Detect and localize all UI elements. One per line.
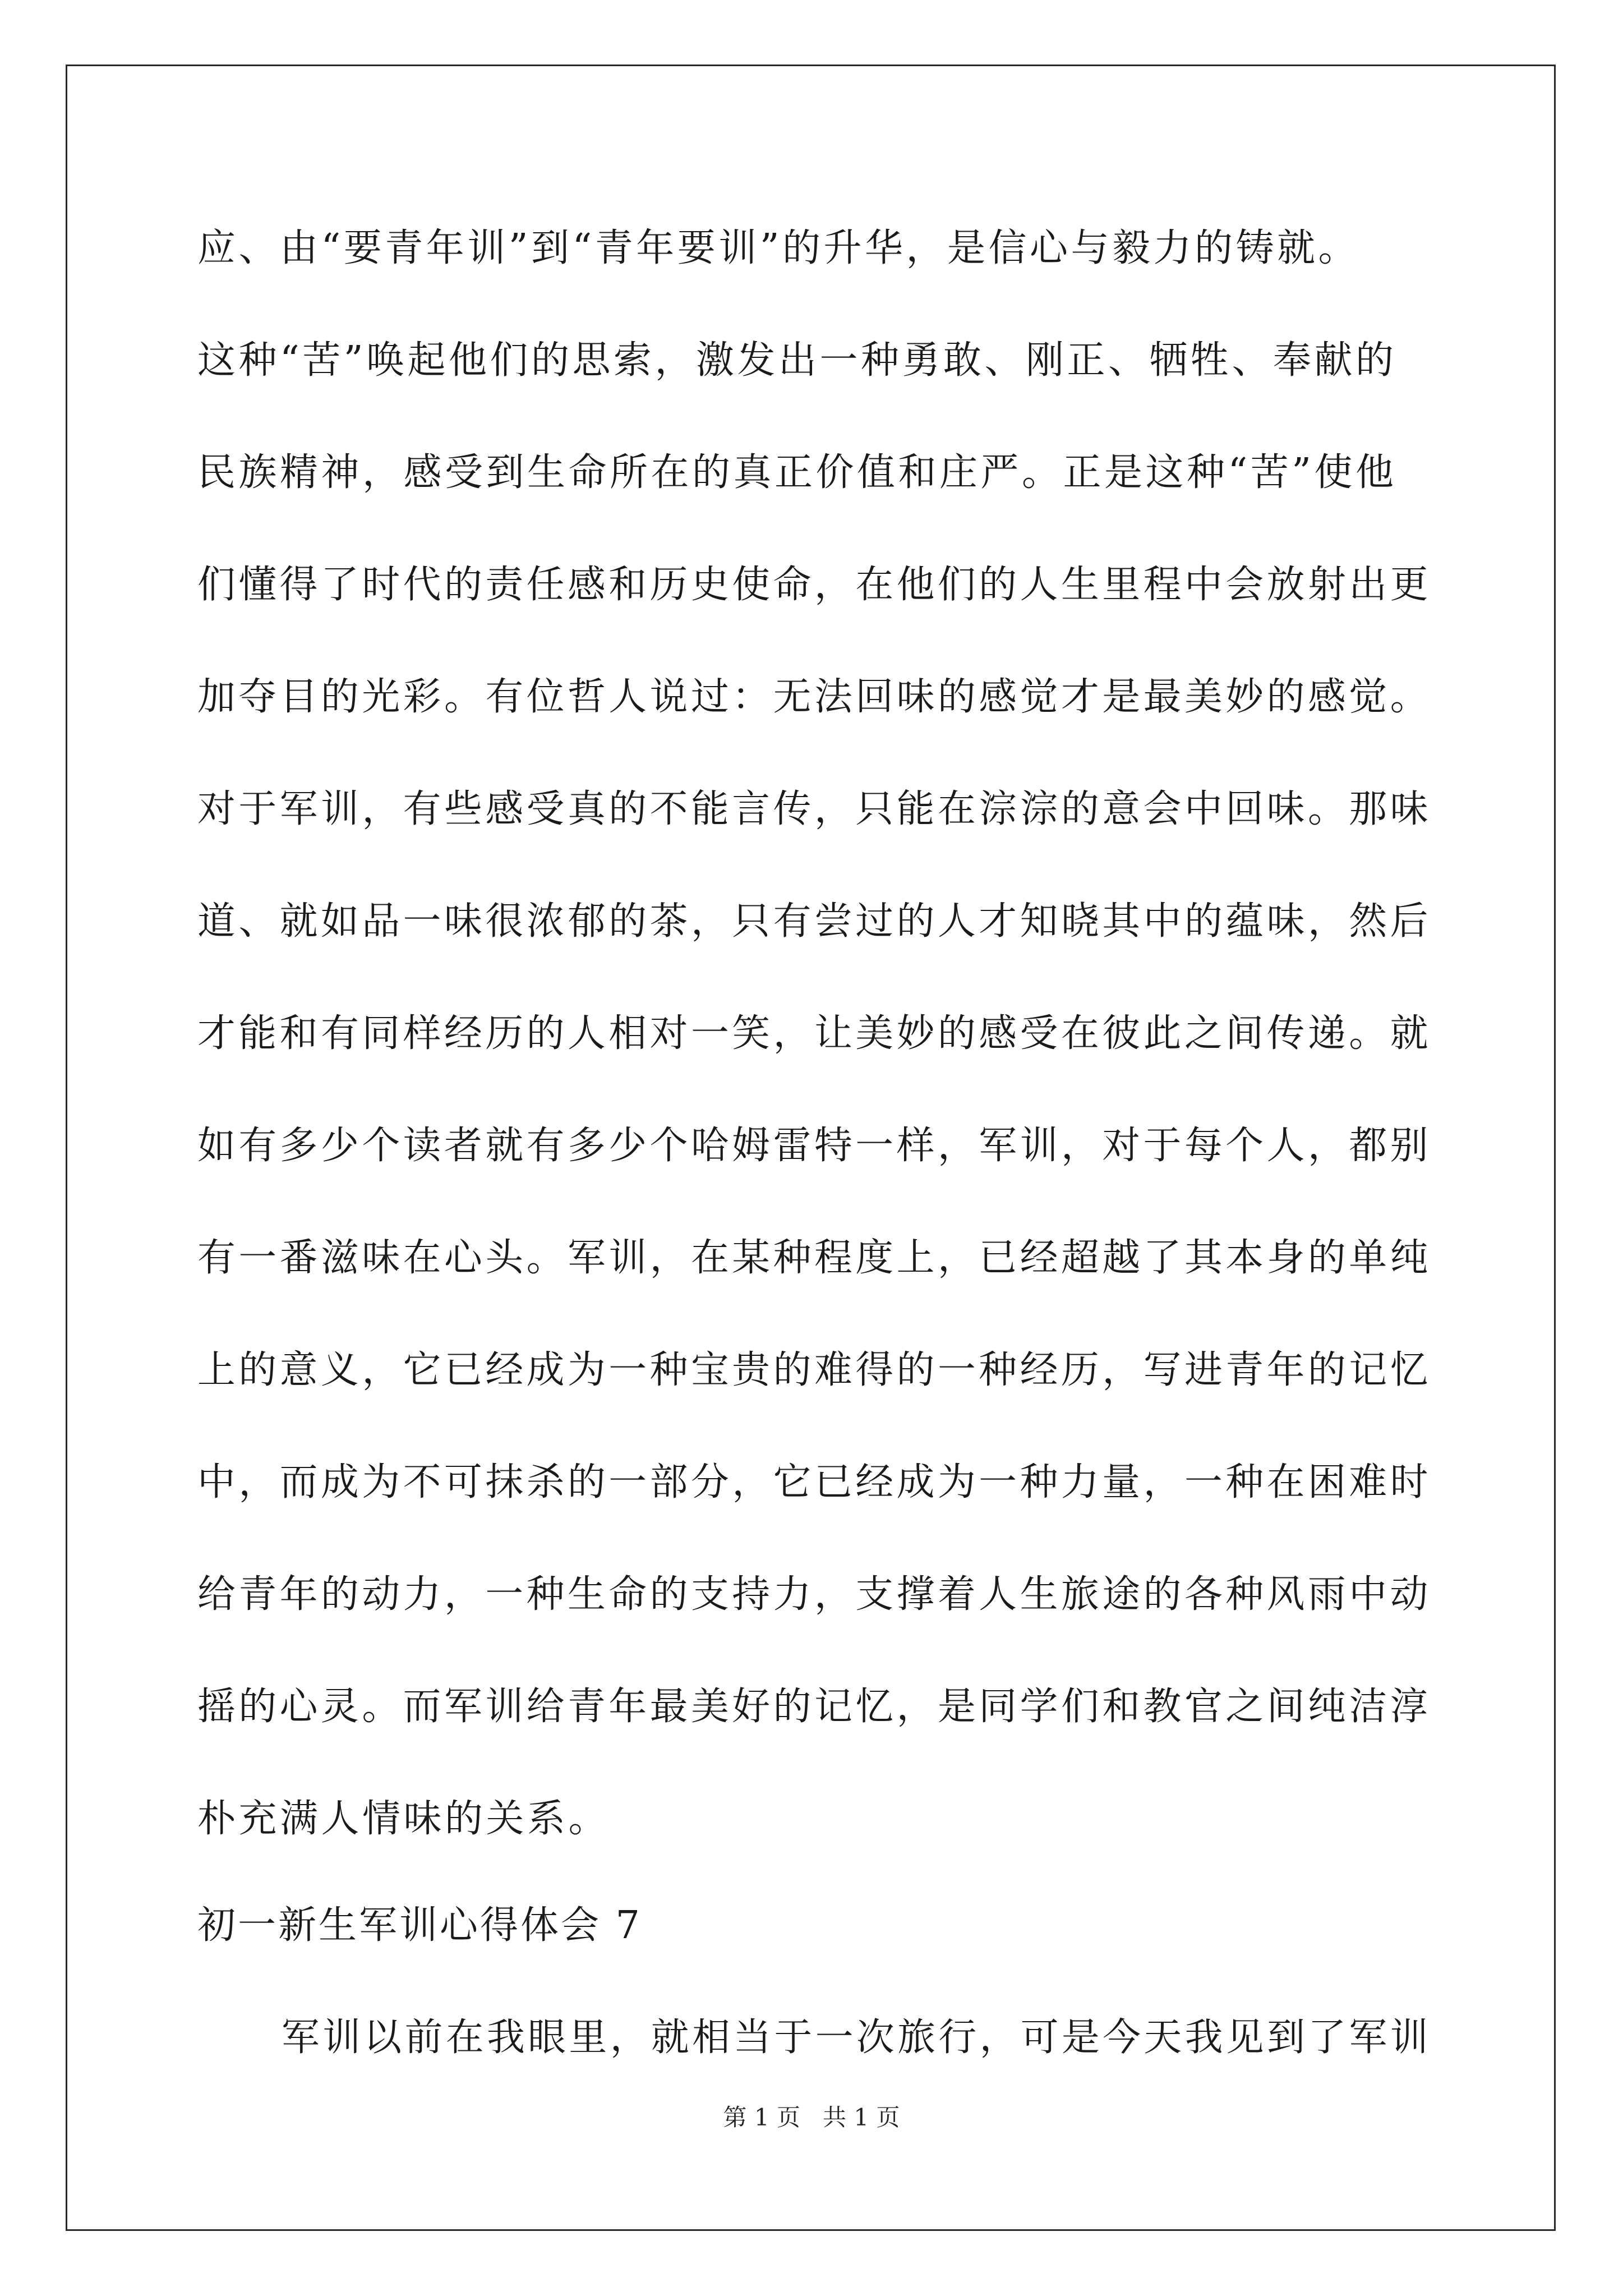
body-line: 道、就如品一味很浓郁的茶，只有尝过的人才知晓其中的蕴味，然后 — [197, 899, 1431, 944]
paragraph-first-line: 军训以前在我眼里，就相当于一次旅行，可是今天我见到了军训 — [282, 2016, 1431, 2060]
body-line: 上的意义，它已经成为一种宝贵的难得的一种经历，写进青年的记忆 — [197, 1348, 1431, 1392]
body-line: 才能和有同样经历的人相对一笑，让美妙的感受在彼此之间传递。就 — [197, 1011, 1431, 1056]
body-line: 民族精神，感受到生命所在的真正价值和庄严。正是这种“苦”使他 — [197, 450, 1397, 495]
body-line: 摇的心灵。而军训给青年最美好的记忆，是同学们和教官之间纯洁淳 — [197, 1685, 1431, 1729]
body-line: 如有多少个读者就有多少个哈姆雷特一样，军训，对于每个人，都别 — [197, 1124, 1431, 1168]
page-footer: 第 1 页 共 1 页 — [723, 2104, 900, 2131]
body-line: 这种“苦”唤起他们的思索，激发出一种勇敢、刚正、牺牲、奉献的 — [197, 338, 1397, 383]
body-line: 们懂得了时代的责任感和历史使命，在他们的人生里程中会放射出更 — [197, 563, 1431, 607]
body-line: 应、由“要青年训”到“青年要训”的升华，是信心与毅力的铸就。 — [197, 226, 1360, 270]
body-line: 朴充满人情味的关系。 — [197, 1797, 610, 1841]
body-line: 对于军训，有些感受真的不能言传，只能在淙淙的意会中回味。那味 — [197, 787, 1431, 831]
body-line: 中，而成为不可抹杀的一部分，它已经成为一种力量，一种在困难时 — [197, 1460, 1431, 1504]
body-line: 给青年的动力，一种生命的支持力，支撑着人生旅途的各种风雨中动 — [197, 1572, 1431, 1617]
body-line: 有一番滋味在心头。军训，在某种程度上，已经超越了其本身的单纯 — [197, 1236, 1431, 1280]
section-heading: 初一新生军训心得体会 7 — [197, 1903, 642, 1948]
body-line: 加夺目的光彩。有位哲人说过：无法回味的感觉才是最美妙的感觉。 — [197, 675, 1431, 719]
